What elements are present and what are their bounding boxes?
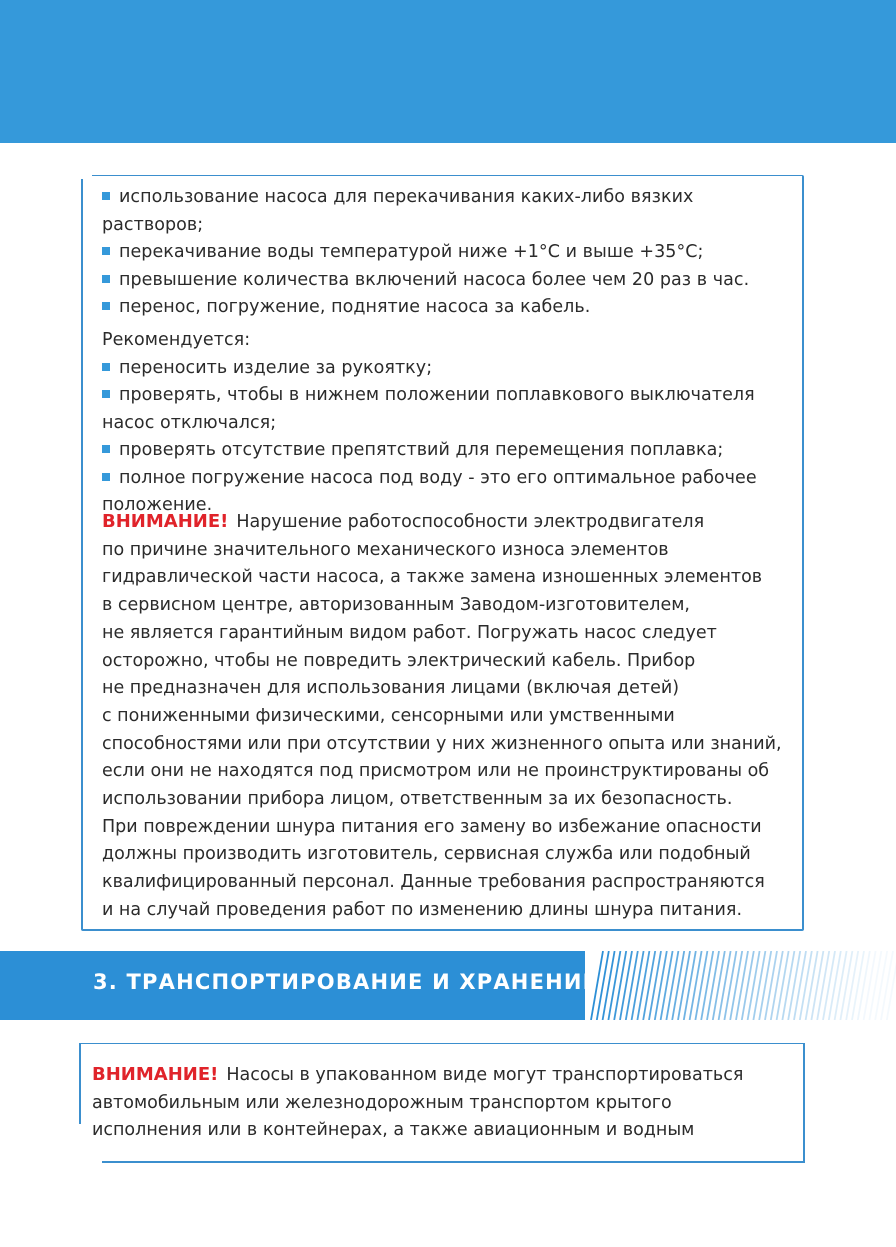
- list-item: превышение количества включений насоса более чем 20 раз в час.: [102, 267, 802, 295]
- bullet-icon: [102, 445, 110, 453]
- list-item-continuation: положение.: [102, 495, 213, 515]
- bullet-icon: [102, 275, 110, 283]
- header-band: [0, 0, 896, 143]
- bullet-icon: [102, 302, 110, 310]
- list-item: полное погружение насоса под воду - это его оптимальное рабочее: [102, 465, 802, 493]
- bullet-icon: [102, 192, 110, 200]
- list-item: перенос, погружение, поднятие насоса за кабель.: [102, 294, 802, 322]
- prohibited-list: [102, 184, 802, 322]
- hatch-pattern: [585, 951, 896, 1020]
- transport-warning-paragraph: ВНИМАНИЕ! Насосы в упакованном виде могут транспортироваться автомобильным или железнодорожным транспортом крытого исполнения или в контейнерах, а также авиационным и водным: [92, 1064, 744, 1141]
- recommended-list: [102, 327, 802, 520]
- bullet-icon: [102, 247, 110, 255]
- recommended-title: Рекомендуется:: [102, 330, 251, 350]
- warning-label: ВНИМАНИЕ!: [102, 511, 229, 532]
- bullet-icon: [102, 363, 110, 371]
- list-item: переносить изделие за рукоятку;: [102, 355, 802, 383]
- warning-paragraph: ВНИМАНИЕ! Нарушение работоспособности электродвигателя по причине значительного механического износа элементов гидравлической части насоса, а также замена изношенных элементов в сервисном центре, авторизованным Заводом-изготовителем, не является гарантийным видом работ. Погружать насос следует осторожно, чтобы не повредить электрический кабель. Прибор не предназначен для использования лицами (включая детей) с пониженными физическими, сенсорными или умственными способностями или при отсутствии у них жизненного опыта или знаний, если они не находятся под присмотром или не проинструктированы об использовании прибора лицом, ответственным за их безопасность. При повреждении шнура питания его замену во избежание опасности должны производить изготовитель, сервисная служба или подобный квалифицированный персонал. Данные требования распространяются и на случай проведения работ по изменению длины шнура питания.: [102, 511, 782, 920]
- bullet-icon: [102, 390, 110, 398]
- list-item: проверять, чтобы в нижнем положении поплавкового выключателя: [102, 382, 802, 410]
- list-item: использование насоса для перекачивания каких-либо вязких: [102, 184, 802, 212]
- section-title: 3. ТРАНСПОРТИРОВАНИЕ И ХРАНЕНИЕ: [93, 970, 599, 994]
- list-item: проверять отсутствие препятствий для перемещения поплавка;: [102, 437, 802, 465]
- warning-label: ВНИМАНИЕ!: [92, 1064, 219, 1085]
- list-item-continuation: растворов;: [102, 214, 204, 235]
- list-item-continuation: насос отключался;: [102, 412, 277, 433]
- list-item: перекачивание воды температурой ниже +1°С и выше +35°С;: [102, 239, 802, 267]
- bullet-icon: [102, 473, 110, 481]
